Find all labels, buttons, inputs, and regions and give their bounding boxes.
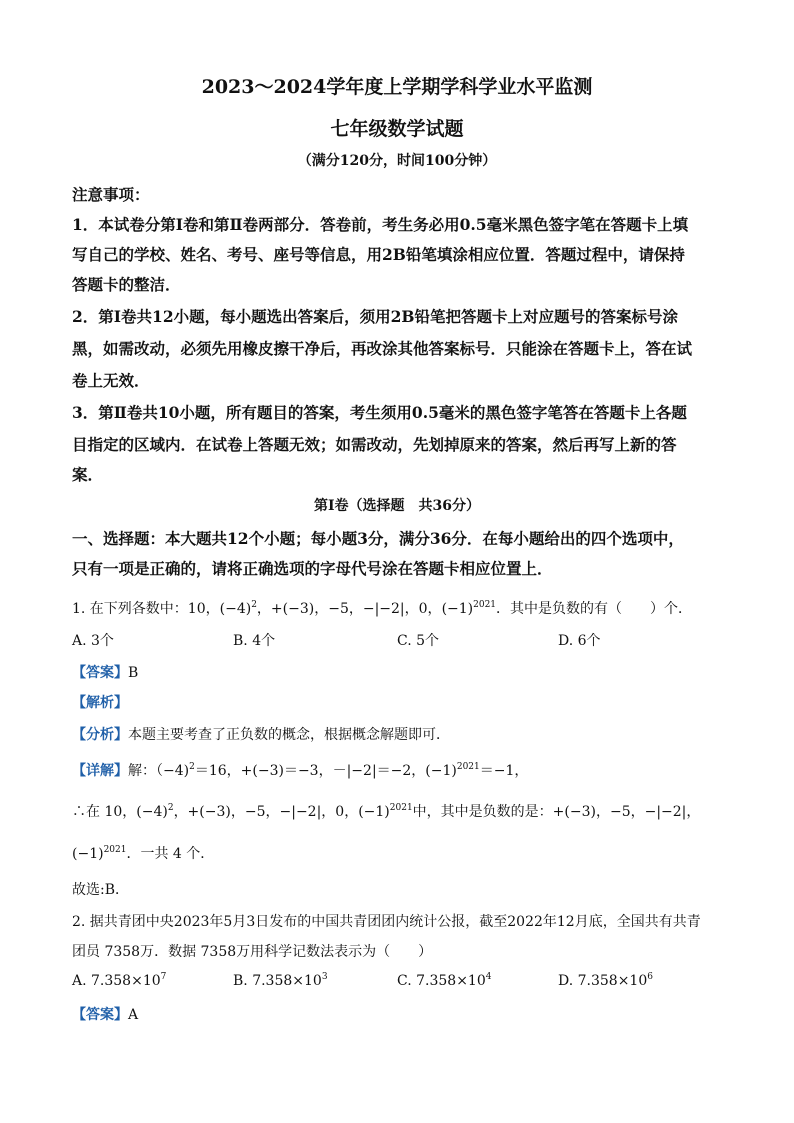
option-b: B. $7.358\times 10^3$ bbox=[233, 972, 328, 989]
option-c: C. 5个 bbox=[397, 633, 440, 649]
detail-tag: 【详解】 bbox=[72, 763, 128, 779]
section-title: 第Ⅰ卷（选择题 共36分） bbox=[313, 498, 481, 514]
detail-line-2: ∴在 10，$(-4)^2$，+(−3)，−5，−|−2|，0，$(-1)^{2021}$中，其中是负数的是：+(−3)，−5，−|−2|， bbox=[72, 803, 701, 820]
section-intro: 一、选择题：本大题共12个小题；每小题3分，满分36分．在每小题给出的四个选项中， bbox=[72, 529, 684, 548]
stem-text: ．其中是负数的有（ ）个． bbox=[496, 601, 693, 617]
detail-line: 【详解】解：（−4)$^2$＝16，+(−3)＝−3，－|−2|＝−2，$(-1)^{2021}=-1$， bbox=[72, 762, 529, 779]
notice-line: 案． bbox=[72, 465, 104, 484]
question-2-stem: 团员 7358万．数据 7358万用科学记数法表示为（ ） bbox=[72, 944, 433, 960]
question-1-stem bbox=[72, 598, 692, 618]
section-intro: 只有一项是正确的，请将正确选项的字母代号涂在答题卡相应位置上． bbox=[72, 559, 553, 578]
option-a: A. $7.358\times 10^7$ bbox=[72, 972, 167, 989]
conclusion: 故选:B． bbox=[72, 882, 130, 898]
answer-tag: 【答案】 bbox=[72, 1007, 128, 1023]
score-time: （满分120分，时间100分钟） bbox=[297, 153, 497, 169]
stem-text: ，+(−3)，−5，−|−2|，0， bbox=[256, 601, 442, 617]
detail-line-3: $(-1)^{2021}$．一共 4 个． bbox=[72, 845, 215, 862]
analysis-tag: 【解析】 bbox=[72, 695, 128, 711]
answer-tag: 【答案】 bbox=[72, 665, 128, 681]
option-b: B. 4个 bbox=[233, 633, 276, 649]
notice-line: 目指定的区域内．在试卷上答题无效；如需改动，先划掉原来的答案，然后再写上新的答 bbox=[72, 435, 677, 454]
math-expression: $(-4)^2$ bbox=[219, 600, 257, 617]
notice-line: 3．第Ⅱ卷共10小题，所有题目的答案，考生须用0.5毫米的黑色签字笔答在答题卡上各题 bbox=[72, 403, 687, 422]
answer-value: B bbox=[128, 665, 139, 681]
math-expression: $(-1)^{2021}$ bbox=[441, 600, 497, 617]
notice-line: 答题卡的整洁． bbox=[72, 275, 181, 294]
notice-line: 写自己的学校、姓名、考号、座号等信息，用2B铅笔填涂相应位置．答题过程中，请保持 bbox=[72, 245, 685, 264]
answer-line bbox=[72, 662, 138, 682]
option-d: D. $7.358\times 10^6$ bbox=[558, 972, 653, 989]
exam-title: 2023～2024学年度上学期学科学业水平监测 bbox=[201, 76, 593, 98]
answer-line bbox=[72, 1004, 138, 1024]
answer-value: A bbox=[128, 1007, 139, 1023]
option-c: C. $7.358\times 10^4$ bbox=[397, 972, 492, 989]
fenxi-line bbox=[72, 724, 450, 744]
question-2-stem: 2. 据共青团中央2023年5月3日发布的中国共青团团内统计公报，截至2022年12月底，全国共有共青 bbox=[72, 914, 701, 930]
option-d: D. 6个 bbox=[558, 633, 601, 649]
fenxi-tag: 【分析】 bbox=[72, 727, 128, 743]
notice-line: 2．第Ⅰ卷共12小题，每小题选出答案后，须用2B铅笔把答题卡上对应题号的答案标号涂 bbox=[72, 307, 678, 326]
notice-line: 1．本试卷分第Ⅰ卷和第Ⅱ卷两部分．答卷前，考生务必用0.5毫米黑色签字笔在答题卡上填 bbox=[72, 215, 689, 234]
analysis-line bbox=[72, 692, 128, 712]
option-a: A. 3个 bbox=[72, 633, 114, 649]
notice-heading: 注意事项： bbox=[72, 185, 150, 204]
exam-subtitle: 七年级数学试题 bbox=[330, 118, 464, 140]
notice-line: 卷上无效． bbox=[72, 371, 150, 390]
notice-line: 黑，如需改动，必须先用橡皮擦干净后，再改涂其他答案标号．只能涂在答题卡上，答在试 bbox=[72, 339, 693, 358]
stem-text: 1. 在下列各数中：10， bbox=[72, 601, 220, 617]
fenxi-text: 本题主要考查了正负数的概念，根据概念解题即可． bbox=[128, 727, 450, 743]
